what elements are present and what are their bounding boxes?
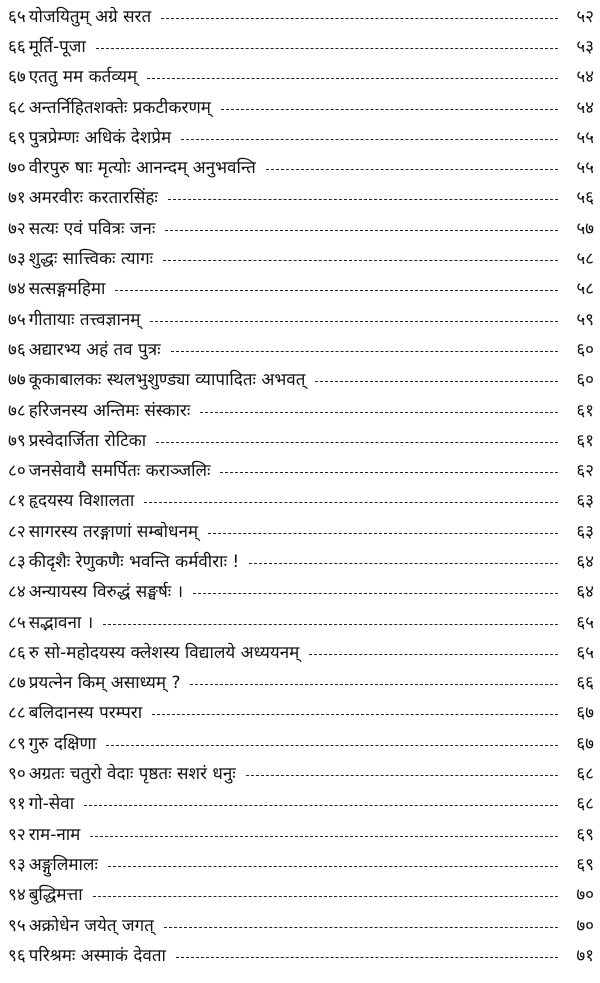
toc-entry [8, 366, 594, 396]
dotted-leader [115, 290, 558, 291]
entry-number: ६७ [8, 67, 26, 88]
toc-entry [8, 941, 594, 971]
dotted-leader [150, 321, 558, 322]
toc-entry [8, 426, 594, 456]
entry-number: ७४ [8, 279, 26, 300]
entry-number: ८४ [8, 582, 26, 603]
dotted-leader [221, 109, 558, 110]
entry-page-number: ६३ [576, 491, 594, 512]
entry-title: अग्रतः चतुरो वेदाः पृष्ठतः सशरं धनुः [28, 764, 236, 785]
dotted-leader [193, 593, 558, 594]
entry-title: राम-नाम [28, 824, 81, 845]
entry-number: ७९ [8, 430, 26, 451]
toc-entry [8, 456, 594, 486]
toc-entry [8, 93, 594, 123]
entry-title: सत्सङ्गमहिमा [28, 279, 106, 300]
toc-entry [8, 2, 594, 32]
entry-page-number: ६९ [576, 854, 594, 875]
entry-page-number: ६० [576, 339, 594, 360]
toc-entry [8, 517, 594, 547]
dotted-leader [103, 624, 558, 625]
entry-title: सद्भावना । [28, 612, 94, 633]
entry-title: शुद्धः सात्त्विकः त्यागः [28, 249, 154, 270]
entry-number: ६९ [8, 127, 26, 148]
dotted-leader [208, 533, 558, 534]
toc-entry [8, 123, 594, 153]
entry-page-number: ५८ [576, 249, 594, 270]
entry-page-number: ६९ [576, 824, 594, 845]
entry-page-number: ५५ [576, 127, 594, 148]
entry-title: अद्यारभ्य अहं तव पुत्रः [28, 339, 161, 360]
entry-page-number: ७० [576, 885, 594, 906]
entry-number: ६६ [8, 36, 26, 57]
entry-title: प्रस्वेदार्जिता रोटिका [28, 430, 147, 451]
entry-page-number: ५३ [576, 36, 594, 57]
dotted-leader [181, 139, 558, 140]
entry-page-number: ५६ [576, 188, 594, 209]
dotted-leader [152, 714, 558, 715]
dotted-leader [163, 260, 558, 261]
entry-page-number: ७० [576, 915, 594, 936]
entry-number: ८० [8, 461, 26, 482]
entry-page-number: ६७ [576, 733, 594, 754]
entry-title: रु सो-महोदयस्य क्लेशस्य विद्यालये अध्ययनम् [28, 642, 300, 663]
entry-title: अङ्गुलिमालः [28, 854, 98, 875]
toc-entry [8, 244, 594, 274]
entry-number: ७१ [8, 188, 26, 209]
entry-page-number: ५४ [576, 67, 594, 88]
entry-title: जनसेवायै समर्पितः कराञ्जलिः [28, 461, 211, 482]
toc-entry [8, 850, 594, 880]
entry-title: अन्तर्निहितशक्तेः प्रकटीकरणम् [28, 97, 211, 118]
toc-entry [8, 153, 594, 183]
entry-number: ६८ [8, 97, 26, 118]
entry-title: अमरवीरः करतारसिंहः [28, 188, 158, 209]
entry-title: वीरपुरु षाः मृत्योः आनन्दम् अनुभवन्ति [28, 158, 256, 179]
entry-title: सत्यः एवं पवित्रः जनः [28, 218, 156, 239]
entry-number: ९१ [8, 794, 26, 815]
entry-title: कूकाबालकः स्थलभुशुण्ड्या व्यापादितः अभवत् [28, 370, 306, 391]
toc-entry [8, 669, 594, 699]
entry-page-number: ५४ [576, 97, 594, 118]
dotted-leader [106, 745, 558, 746]
entry-number: ९३ [8, 854, 26, 875]
entry-title: एततु मम कर्तव्यम् [28, 67, 138, 88]
entry-title: परिश्रमः अस्माकं देवता [28, 945, 166, 966]
entry-number: ९४ [8, 885, 26, 906]
entry-title: अक्रोधेन जयेत् जगत् [28, 915, 154, 936]
entry-title: बुद्धिमत्ता [28, 885, 83, 906]
toc-entry [8, 608, 594, 638]
toc-entry [8, 790, 594, 820]
entry-number: ६५ [8, 6, 26, 27]
dotted-leader [309, 654, 558, 655]
entry-number: ९६ [8, 945, 26, 966]
entry-page-number: ६३ [576, 521, 594, 542]
entry-page-number: ५२ [576, 6, 594, 27]
entry-page-number: ५९ [576, 309, 594, 330]
entry-page-number: ६६ [576, 673, 594, 694]
dotted-leader [84, 805, 558, 806]
entry-number: ७० [8, 158, 26, 179]
toc-entry [8, 729, 594, 759]
dotted-leader [220, 472, 558, 473]
entry-title: गीतायाः तत्त्वज्ञानम् [28, 309, 141, 330]
entry-number: ७६ [8, 339, 26, 360]
dotted-leader [93, 896, 558, 897]
dotted-leader [190, 684, 558, 685]
entry-title: योजयितुम् अग्रे सरत [28, 6, 152, 27]
entry-page-number: ६५ [576, 642, 594, 663]
dotted-leader [156, 442, 558, 443]
entry-page-number: ६५ [576, 612, 594, 633]
entry-number: ७८ [8, 400, 26, 421]
entry-title: गो-सेवा [28, 794, 75, 815]
entry-number: ७२ [8, 218, 26, 239]
entry-page-number: ६१ [576, 430, 594, 451]
dotted-leader [147, 78, 558, 79]
toc-entry [8, 63, 594, 93]
entry-number: ८८ [8, 703, 26, 724]
toc-entry [8, 638, 594, 668]
dotted-leader [176, 957, 558, 958]
toc-entry [8, 699, 594, 729]
entry-title: बलिदानस्य परम्परा [28, 703, 143, 724]
dotted-leader [165, 230, 558, 231]
entry-title: प्रयत्नेन किम् असाध्यम् ? [28, 673, 181, 694]
dotted-leader [266, 169, 558, 170]
entry-number: ८२ [8, 521, 26, 542]
entry-number: ८६ [8, 642, 26, 663]
dotted-leader [164, 927, 558, 928]
toc-entry [8, 578, 594, 608]
entry-page-number: ६४ [576, 582, 594, 603]
entry-page-number: ५७ [576, 218, 594, 239]
dotted-leader [171, 351, 558, 352]
entry-number: ८३ [8, 551, 26, 572]
entry-number: ७५ [8, 309, 26, 330]
dotted-leader [108, 866, 558, 867]
toc-entry [8, 214, 594, 244]
dotted-leader [249, 563, 558, 564]
entry-number: ८१ [8, 491, 26, 512]
entry-page-number: ५५ [576, 158, 594, 179]
entry-number: ७७ [8, 370, 26, 391]
entry-number: ९२ [8, 824, 26, 845]
toc-entry [8, 911, 594, 941]
entry-title: हरिजनस्य अन्तिमः संस्कारः [28, 400, 191, 421]
entry-page-number: ५८ [576, 279, 594, 300]
entry-number: ९५ [8, 915, 26, 936]
table-of-contents [0, 2, 600, 983]
entry-title: गुरु दक्षिणा [28, 733, 97, 754]
dotted-leader [96, 48, 558, 49]
toc-entry [8, 759, 594, 789]
toc-entry [8, 305, 594, 335]
toc-entry [8, 32, 594, 62]
dotted-leader [90, 836, 558, 837]
entry-number: ८७ [8, 673, 26, 694]
entry-title: मूर्ति-पूजा [28, 36, 86, 57]
dotted-leader [144, 502, 558, 503]
entry-title: पुत्रप्रेम्णः अधिकं देशप्रेम [28, 127, 172, 148]
entry-title: सागरस्य तरङ्गाणां सम्बोधनम् [28, 521, 199, 542]
toc-entry [8, 275, 594, 305]
entry-page-number: ६१ [576, 400, 594, 421]
entry-page-number: ६२ [576, 461, 594, 482]
entry-title: हृदयस्य विशालता [28, 491, 135, 512]
entry-page-number: ६० [576, 370, 594, 391]
dotted-leader [161, 18, 558, 19]
entry-page-number: ६८ [576, 794, 594, 815]
entry-number: ७३ [8, 249, 26, 270]
dotted-leader [200, 412, 558, 413]
toc-entry [8, 335, 594, 365]
toc-entry [8, 396, 594, 426]
toc-entry [8, 881, 594, 911]
entry-page-number: ६८ [576, 764, 594, 785]
toc-entry [8, 547, 594, 577]
entry-title: कीदृशैः रेणुकणैः भवन्ति कर्मवीराः ! [28, 551, 240, 572]
entry-page-number: ७१ [576, 945, 594, 966]
dotted-leader [168, 199, 558, 200]
entry-page-number: ६४ [576, 551, 594, 572]
entry-number: ८५ [8, 612, 26, 633]
entry-page-number: ६७ [576, 703, 594, 724]
entry-number: ८९ [8, 733, 26, 754]
dotted-leader [246, 775, 558, 776]
entry-title: अन्यायस्य विरुद्धं सङ्घर्षः । [28, 582, 184, 603]
toc-entry [8, 184, 594, 214]
toc-entry [8, 820, 594, 850]
toc-entry [8, 487, 594, 517]
entry-number: ९० [8, 764, 26, 785]
dotted-leader [315, 381, 558, 382]
